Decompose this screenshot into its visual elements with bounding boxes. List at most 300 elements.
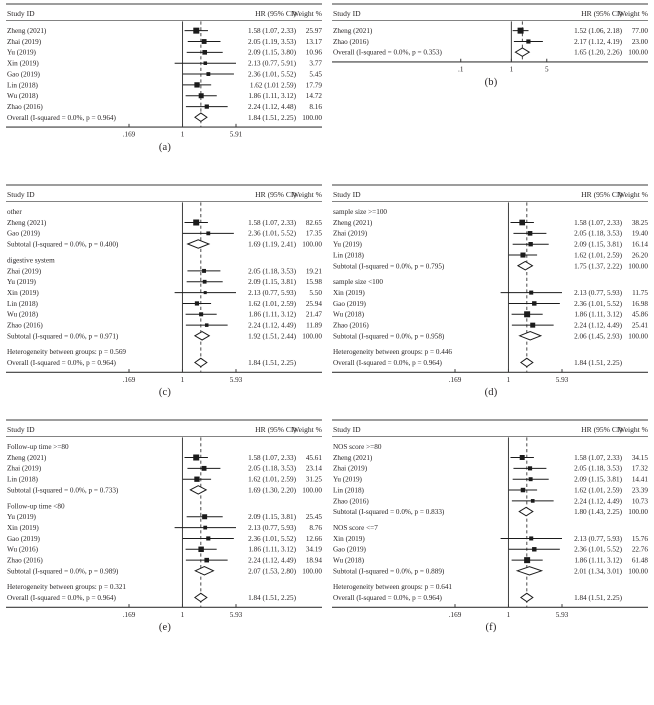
forest-row bbox=[7, 208, 22, 216]
forest-row bbox=[333, 567, 648, 576]
forest-row bbox=[7, 300, 322, 308]
forest-row bbox=[333, 465, 648, 473]
effect-value: 2.24 (1.12, 4.49) bbox=[574, 321, 622, 330]
forest-row bbox=[7, 502, 65, 510]
pooled-diamond bbox=[188, 240, 209, 248]
effect-value: 2.01 (1.34, 3.01) bbox=[574, 567, 622, 576]
effect-value: 1.84 (1.51, 2.25) bbox=[574, 594, 622, 603]
effect-value: 1.86 (1.11, 3.12) bbox=[574, 310, 622, 319]
column-header-effect: HR (95% CI) bbox=[255, 424, 296, 434]
effect-marker bbox=[193, 219, 199, 225]
effect-marker bbox=[520, 455, 525, 460]
effect-value: 2.09 (1.15, 3.80) bbox=[248, 48, 296, 57]
weight-value: 23.39 bbox=[631, 486, 648, 495]
effect-marker bbox=[202, 50, 207, 55]
study-label: Zheng (2021) bbox=[7, 453, 47, 462]
forest-row bbox=[333, 546, 648, 554]
weight-value: 10.73 bbox=[631, 497, 648, 506]
forest-row bbox=[7, 92, 322, 100]
pooled-diamond bbox=[521, 358, 533, 366]
study-label: Zheng (2021) bbox=[333, 27, 373, 36]
effect-marker bbox=[529, 291, 533, 295]
weight-value: 21.47 bbox=[305, 310, 322, 319]
effect-value: 2.09 (1.15, 3.81) bbox=[574, 240, 622, 249]
forest-svg-c bbox=[4, 183, 326, 386]
subgroup-label: NOS score <=7 bbox=[333, 523, 378, 532]
column-header-effect: HR (95% CI) bbox=[255, 189, 296, 199]
effect-value: 1.52 (1.06, 2.18) bbox=[574, 27, 622, 36]
heterogeneity-note: Heterogeneity between groups: p = 0.641 bbox=[333, 583, 453, 592]
forest-row bbox=[7, 513, 322, 521]
effect-marker bbox=[202, 269, 206, 273]
pooled-diamond bbox=[195, 358, 207, 366]
subtotal-label: Subtotal (I-squared = 0.0%, p = 0.989) bbox=[7, 567, 119, 576]
weight-value: 25.97 bbox=[305, 27, 322, 36]
plot-area-f bbox=[330, 418, 652, 621]
effect-value: 2.09 (1.15, 3.81) bbox=[248, 513, 296, 522]
effect-marker bbox=[524, 557, 530, 563]
study-label: Yu (2019) bbox=[7, 48, 36, 57]
weight-value: 5.50 bbox=[309, 288, 322, 297]
effect-marker bbox=[520, 253, 525, 258]
effect-value: 1.84 (1.51, 2.25) bbox=[248, 594, 296, 603]
forest-row bbox=[333, 535, 648, 543]
weight-value: 19.40 bbox=[631, 229, 648, 238]
weight-value: 45.86 bbox=[631, 310, 648, 319]
effect-value: 2.05 (1.18, 3.53) bbox=[248, 267, 296, 276]
study-label: Wu (2018) bbox=[7, 310, 39, 319]
study-label: Zhai (2019) bbox=[333, 229, 368, 238]
axis-tick-label: 5.91 bbox=[229, 130, 243, 139]
forest-svg-a bbox=[4, 2, 326, 141]
effect-value: 2.36 (1.01, 5.52) bbox=[248, 70, 296, 79]
forest-row bbox=[7, 546, 322, 554]
effect-value: 2.13 (0.77, 5.93) bbox=[574, 288, 622, 297]
weight-value: 25.45 bbox=[305, 513, 322, 522]
forest-row bbox=[7, 454, 322, 462]
forest-row bbox=[333, 289, 648, 297]
axis-tick-label: .169 bbox=[448, 375, 462, 384]
study-label: Zhai (2019) bbox=[333, 464, 368, 473]
panel-caption-b: (b) bbox=[484, 76, 498, 88]
effect-value: 2.05 (1.18, 3.53) bbox=[574, 229, 622, 238]
axis-tick-label: .169 bbox=[122, 375, 136, 384]
forest-row bbox=[333, 48, 648, 57]
pooled-diamond bbox=[195, 593, 207, 601]
effect-marker bbox=[529, 536, 533, 540]
weight-value: 100.00 bbox=[302, 113, 322, 122]
weight-value: 16.14 bbox=[631, 240, 648, 249]
axis-tick-label: 1 bbox=[506, 610, 511, 619]
pooled-diamond bbox=[519, 507, 533, 515]
effect-value: 1.86 (1.11, 3.12) bbox=[248, 545, 296, 554]
effect-marker bbox=[532, 301, 536, 305]
effect-value: 1.92 (1.51, 2.44) bbox=[248, 332, 296, 341]
weight-value: 38.25 bbox=[631, 218, 648, 227]
forest-row bbox=[7, 593, 297, 602]
study-label: Wu (2016) bbox=[7, 545, 39, 554]
effect-marker bbox=[194, 477, 199, 482]
weight-value: 18.94 bbox=[305, 556, 322, 565]
study-label: Xin (2019) bbox=[333, 288, 365, 297]
forest-row bbox=[7, 60, 322, 68]
subgroup-label: other bbox=[7, 208, 22, 217]
subtotal-label: Subtotal (I-squared = 0.0%, p = 0.795) bbox=[333, 262, 445, 271]
forest-row bbox=[7, 289, 322, 297]
heterogeneity-note: Heterogeneity between groups: p = 0.569 bbox=[7, 348, 127, 357]
study-label: Zhao (2016) bbox=[333, 497, 369, 506]
effect-marker bbox=[199, 312, 203, 316]
weight-value: 25.41 bbox=[631, 321, 648, 330]
study-label: Zhai (2019) bbox=[7, 37, 42, 46]
study-label: Wu (2018) bbox=[333, 556, 365, 565]
forest-panel-d bbox=[330, 183, 652, 398]
forest-row bbox=[7, 583, 126, 591]
overall-label: Overall (I-squared = 0.0%, p = 0.353) bbox=[333, 48, 442, 57]
study-label: Lin (2018) bbox=[7, 475, 38, 484]
forest-panel-f bbox=[330, 418, 652, 633]
column-header-weight: Weight % bbox=[618, 424, 648, 434]
weight-value: 82.65 bbox=[305, 218, 322, 227]
forest-row bbox=[7, 322, 322, 330]
weight-value: 17.79 bbox=[305, 81, 322, 90]
axis-tick-label: .169 bbox=[122, 130, 136, 139]
effect-marker bbox=[199, 93, 204, 98]
weight-value: 100.00 bbox=[628, 332, 648, 341]
overall-label: Overall (I-squared = 0.0%, p = 0.964) bbox=[333, 359, 442, 368]
forest-row bbox=[7, 230, 322, 238]
effect-marker bbox=[206, 72, 210, 76]
effect-marker bbox=[194, 82, 199, 87]
forest-row bbox=[333, 311, 648, 319]
forest-row bbox=[333, 358, 623, 367]
effect-marker bbox=[202, 466, 207, 471]
study-label: Yu (2019) bbox=[7, 513, 36, 522]
column-header-effect: HR (95% CI) bbox=[581, 8, 622, 18]
study-label: Wu (2018) bbox=[333, 310, 365, 319]
effect-value: 1.58 (1.07, 2.33) bbox=[248, 453, 296, 462]
effect-value: 1.62 (1.01, 2.59) bbox=[248, 299, 296, 308]
study-label: Zheng (2021) bbox=[7, 27, 47, 36]
axis-tick-label: 5.93 bbox=[555, 375, 569, 384]
forest-row bbox=[333, 443, 382, 451]
effect-marker bbox=[203, 280, 207, 284]
effect-value: 2.05 (1.19, 3.53) bbox=[248, 37, 296, 46]
weight-value: 17.35 bbox=[305, 229, 322, 238]
weight-value: 100.00 bbox=[302, 332, 322, 341]
forest-row bbox=[7, 486, 322, 495]
weight-value: 100.00 bbox=[628, 262, 648, 271]
forest-row bbox=[7, 535, 322, 543]
study-label: Gao (2019) bbox=[333, 299, 366, 308]
effect-value: 1.86 (1.11, 3.12) bbox=[574, 556, 622, 565]
forest-row bbox=[333, 278, 383, 286]
effect-value: 1.80 (1.43, 2.25) bbox=[574, 508, 622, 517]
axis-tick-label: 5.93 bbox=[229, 375, 243, 384]
forest-row bbox=[333, 251, 648, 259]
effect-value: 1.75 (1.37, 2.22) bbox=[574, 262, 622, 271]
subtotal-label: Subtotal (I-squared = 0.0%, p = 0.971) bbox=[7, 332, 119, 341]
overall-label: Overall (I-squared = 0.0%, p = 0.964) bbox=[7, 113, 116, 122]
effect-value: 1.84 (1.51, 2.25) bbox=[248, 113, 296, 122]
weight-value: 19.21 bbox=[305, 267, 322, 276]
weight-value: 8.16 bbox=[309, 102, 322, 111]
weight-value: 15.76 bbox=[631, 534, 648, 543]
column-header-effect: HR (95% CI) bbox=[581, 424, 622, 434]
effect-marker bbox=[205, 104, 209, 108]
effect-value: 2.13 (0.77, 5.93) bbox=[248, 288, 296, 297]
pooled-diamond bbox=[195, 332, 209, 340]
column-header-study: Study ID bbox=[333, 8, 361, 18]
axis-tick-label: .1 bbox=[458, 65, 464, 74]
axis-tick-label: 1 bbox=[180, 375, 185, 384]
study-label: Gao (2019) bbox=[7, 70, 40, 79]
forest-row bbox=[7, 27, 322, 35]
forest-row bbox=[333, 208, 387, 216]
forest-row bbox=[333, 524, 378, 532]
axis-tick-label: .169 bbox=[122, 610, 136, 619]
forest-row bbox=[333, 261, 648, 270]
effect-marker bbox=[204, 291, 207, 294]
study-label: Zhai (2019) bbox=[7, 267, 42, 276]
effect-marker bbox=[206, 536, 210, 540]
study-label: Lin (2018) bbox=[333, 251, 364, 260]
forest-row bbox=[7, 332, 322, 341]
heterogeneity-note: Heterogeneity between groups: p = 0.321 bbox=[7, 583, 127, 592]
study-label: Gao (2019) bbox=[7, 534, 40, 543]
effect-value: 1.86 (1.11, 3.12) bbox=[248, 92, 296, 101]
axis-tick-label: 1 bbox=[180, 130, 185, 139]
panel-caption-d: (d) bbox=[484, 386, 498, 398]
weight-value: 8.76 bbox=[309, 523, 322, 532]
effect-value: 2.05 (1.18, 3.53) bbox=[248, 464, 296, 473]
effect-value: 1.58 (1.07, 2.33) bbox=[248, 27, 296, 36]
effect-marker bbox=[528, 466, 532, 470]
weight-value: 11.75 bbox=[632, 288, 648, 297]
effect-marker bbox=[524, 311, 530, 317]
effect-value: 2.24 (1.12, 4.49) bbox=[248, 556, 296, 565]
effect-marker bbox=[531, 499, 535, 503]
effect-value: 2.06 (1.45, 2.93) bbox=[574, 332, 622, 341]
panel-caption-f: (f) bbox=[485, 621, 497, 633]
forest-row bbox=[333, 497, 648, 505]
column-header-weight: Weight % bbox=[292, 424, 322, 434]
weight-value: 5.45 bbox=[309, 70, 322, 79]
study-label: Xin (2019) bbox=[7, 523, 39, 532]
effect-marker bbox=[532, 547, 536, 551]
effect-value: 1.69 (1.19, 2.41) bbox=[248, 240, 296, 249]
study-label: Lin (2018) bbox=[7, 81, 38, 90]
column-header-effect: HR (95% CI) bbox=[581, 189, 622, 199]
effect-value: 2.17 (1.12, 4.19) bbox=[574, 37, 622, 46]
study-label: Xin (2019) bbox=[7, 59, 39, 68]
forest-row bbox=[333, 507, 648, 516]
effect-marker bbox=[530, 323, 535, 328]
forest-row bbox=[333, 476, 648, 484]
effect-value: 2.09 (1.15, 3.81) bbox=[574, 475, 622, 484]
axis-tick-label: 5.93 bbox=[555, 610, 569, 619]
forest-row bbox=[7, 348, 126, 356]
pooled-diamond bbox=[521, 593, 533, 601]
subtotal-label: Subtotal (I-squared = 0.0%, p = 0.400) bbox=[7, 240, 119, 249]
effect-marker bbox=[204, 61, 208, 65]
subtotal-label: Subtotal (I-squared = 0.0%, p = 0.833) bbox=[333, 508, 445, 517]
weight-value: 15.98 bbox=[305, 278, 322, 287]
forest-row bbox=[7, 465, 322, 473]
study-label: Zhai (2019) bbox=[7, 464, 42, 473]
column-header-study: Study ID bbox=[333, 189, 361, 199]
panel-caption-a: (a) bbox=[158, 141, 172, 153]
plot-area-e bbox=[4, 418, 326, 621]
column-header-study: Study ID bbox=[7, 189, 35, 199]
forest-row bbox=[333, 230, 648, 238]
column-header-weight: Weight % bbox=[292, 189, 322, 199]
effect-value: 1.84 (1.51, 2.25) bbox=[248, 359, 296, 368]
subtotal-label: Subtotal (I-squared = 0.0%, p = 0.733) bbox=[7, 486, 119, 495]
effect-value: 2.24 (1.12, 4.48) bbox=[248, 102, 296, 111]
effect-marker bbox=[519, 220, 525, 226]
effect-value: 1.69 (1.30, 2.20) bbox=[248, 486, 296, 495]
weight-value: 11.89 bbox=[306, 321, 322, 330]
subgroup-label: sample size >=100 bbox=[333, 208, 388, 217]
weight-value: 13.17 bbox=[305, 37, 322, 46]
forest-row bbox=[7, 443, 69, 451]
effect-marker bbox=[205, 323, 209, 327]
weight-value: 23.00 bbox=[631, 37, 648, 46]
study-label: Zhao (2016) bbox=[7, 556, 43, 565]
study-label: Wu (2018) bbox=[7, 92, 39, 101]
forest-row bbox=[7, 311, 322, 319]
effect-value: 2.24 (1.12, 4.49) bbox=[574, 497, 622, 506]
effect-marker bbox=[528, 242, 532, 246]
effect-value: 1.84 (1.51, 2.25) bbox=[574, 359, 622, 368]
effect-value: 1.86 (1.11, 3.12) bbox=[248, 310, 296, 319]
effect-value: 1.62 (1.01 2.59) bbox=[249, 81, 296, 90]
study-label: Lin (2018) bbox=[7, 299, 38, 308]
effect-value: 1.58 (1.07, 2.33) bbox=[248, 218, 296, 227]
weight-value: 34.15 bbox=[631, 453, 648, 462]
weight-value: 100.00 bbox=[628, 567, 648, 576]
plot-area-c bbox=[4, 183, 326, 386]
effect-value: 2.05 (1.18, 3.53) bbox=[574, 464, 622, 473]
weight-value: 61.48 bbox=[631, 556, 648, 565]
column-header-weight: Weight % bbox=[292, 8, 322, 18]
subgroup-label: sample size <100 bbox=[333, 278, 383, 287]
pooled-diamond bbox=[195, 567, 213, 575]
plot-area-b bbox=[330, 2, 652, 76]
effect-marker bbox=[198, 547, 203, 552]
weight-value: 25.94 bbox=[305, 299, 322, 308]
study-label: Yu (2019) bbox=[7, 278, 36, 287]
effect-value: 2.36 (1.01, 5.52) bbox=[574, 299, 622, 308]
study-label: Zhao (2016) bbox=[7, 102, 43, 111]
axis-tick-label: 5 bbox=[544, 65, 549, 74]
subgroup-label: digestive system bbox=[7, 256, 55, 265]
effect-value: 2.09 (1.15, 3.81) bbox=[248, 278, 296, 287]
forest-row bbox=[333, 219, 648, 227]
study-label: Zheng (2021) bbox=[333, 453, 373, 462]
forest-row bbox=[333, 557, 648, 565]
effect-value: 2.36 (1.01, 5.52) bbox=[574, 545, 622, 554]
forest-row bbox=[7, 81, 322, 89]
forest-panel-e bbox=[4, 418, 326, 633]
column-header-study: Study ID bbox=[7, 8, 35, 18]
pooled-diamond bbox=[190, 486, 206, 494]
forest-row bbox=[7, 358, 297, 367]
forest-row bbox=[333, 486, 648, 494]
weight-value: 100.00 bbox=[302, 240, 322, 249]
effect-marker bbox=[202, 39, 207, 44]
forest-row bbox=[7, 103, 322, 111]
weight-value: 100.00 bbox=[628, 48, 648, 57]
weight-value: 10.96 bbox=[305, 48, 322, 57]
weight-value: 100.00 bbox=[302, 567, 322, 576]
weight-value: 100.00 bbox=[302, 486, 322, 495]
pooled-diamond bbox=[517, 567, 541, 575]
effect-marker bbox=[193, 454, 199, 460]
weight-value: 26.20 bbox=[631, 251, 648, 260]
weight-value: 17.32 bbox=[631, 464, 648, 473]
study-label: Zhao (2016) bbox=[7, 321, 43, 330]
effect-marker bbox=[204, 558, 209, 563]
effect-value: 2.13 (0.77, 5.93) bbox=[574, 534, 622, 543]
forest-row bbox=[7, 70, 322, 78]
subtotal-label: Subtotal (I-squared = 0.0%, p = 0.889) bbox=[333, 567, 445, 576]
forest-row bbox=[333, 348, 452, 356]
column-header-weight: Weight % bbox=[618, 189, 648, 199]
overall-label: Overall (I-squared = 0.0%, p = 0.964) bbox=[7, 594, 116, 603]
forest-row bbox=[333, 454, 648, 462]
effect-value: 1.62 (1.01, 2.59) bbox=[574, 251, 622, 260]
weight-value: 45.61 bbox=[305, 453, 322, 462]
study-label: Lin (2018) bbox=[333, 486, 364, 495]
column-header-weight: Weight % bbox=[618, 8, 648, 18]
effect-value: 2.24 (1.12, 4.49) bbox=[248, 321, 296, 330]
study-label: Zheng (2021) bbox=[333, 218, 373, 227]
weight-value: 100.00 bbox=[628, 508, 648, 517]
panel-caption-c: (c) bbox=[158, 386, 172, 398]
effect-marker bbox=[195, 301, 199, 305]
weight-value: 16.98 bbox=[631, 299, 648, 308]
forest-panel-a bbox=[4, 2, 326, 153]
pooled-diamond bbox=[195, 113, 207, 121]
weight-value: 77.00 bbox=[631, 27, 648, 36]
forest-row bbox=[333, 593, 623, 602]
plot-area-d bbox=[330, 183, 652, 386]
forest-row bbox=[333, 332, 648, 341]
overall-label: Overall (I-squared = 0.0%, p = 0.964) bbox=[333, 594, 442, 603]
forest-svg-b bbox=[330, 2, 652, 76]
forest-row bbox=[7, 278, 322, 286]
effect-marker bbox=[202, 514, 207, 519]
forest-row bbox=[7, 113, 322, 122]
forest-row bbox=[333, 322, 648, 330]
axis-tick-label: .169 bbox=[448, 610, 462, 619]
plot-area-a bbox=[4, 2, 326, 141]
study-label: Gao (2019) bbox=[333, 545, 366, 554]
forest-row bbox=[333, 583, 452, 591]
forest-row bbox=[333, 300, 648, 308]
study-label: Yu (2019) bbox=[333, 240, 362, 249]
study-label: Zheng (2021) bbox=[7, 218, 47, 227]
weight-value: 14.72 bbox=[305, 92, 322, 101]
effect-value: 2.13 (0.77, 5.93) bbox=[248, 523, 296, 532]
effect-value: 1.62 (1.01, 2.59) bbox=[248, 475, 296, 484]
subgroup-label: NOS score >=80 bbox=[333, 443, 382, 452]
forest-row bbox=[7, 219, 322, 227]
forest-row bbox=[7, 567, 322, 576]
axis-tick-label: 5.93 bbox=[229, 610, 243, 619]
